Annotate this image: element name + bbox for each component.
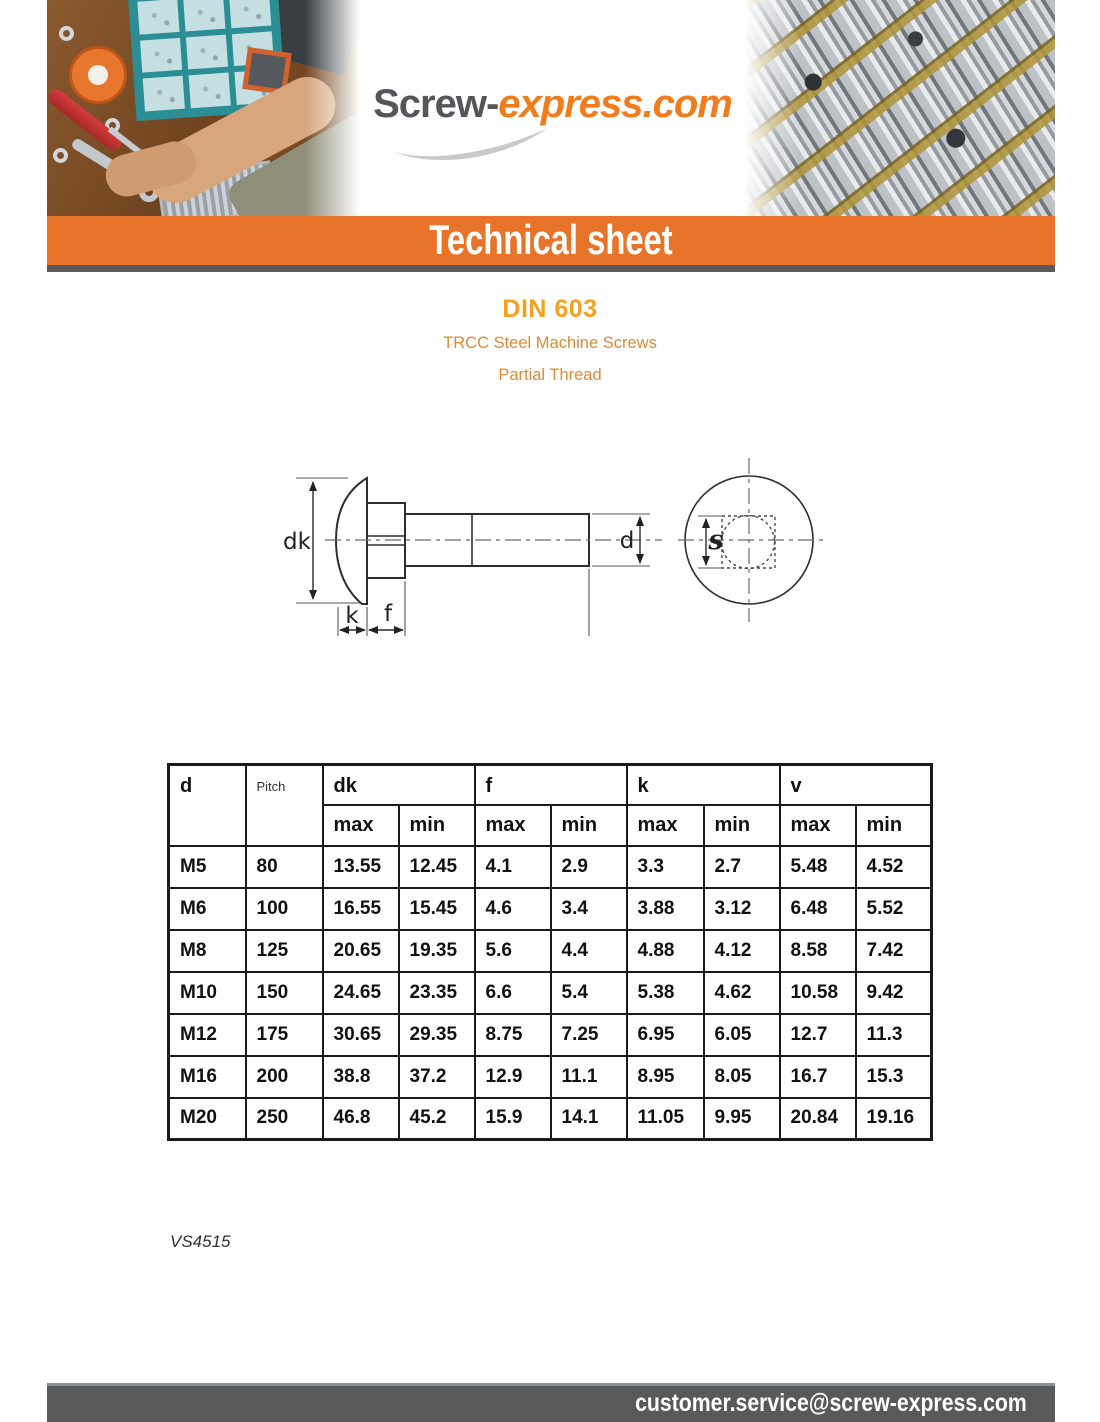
cell-value: 4.4 — [551, 930, 627, 972]
bolt-end-view — [678, 458, 826, 622]
subheader-min: min — [704, 805, 780, 846]
d-label: d — [619, 528, 635, 554]
cell-value: 15.45 — [399, 888, 475, 930]
cell-value: 29.35 — [399, 1014, 475, 1056]
cell-pitch: 250 — [246, 1098, 323, 1140]
cell-value: 13.55 — [323, 846, 399, 888]
cell-value: 38.8 — [323, 1056, 399, 1098]
cell-value: 16.55 — [323, 888, 399, 930]
subheader-max: max — [627, 805, 704, 846]
cell-value: 5.38 — [627, 972, 704, 1014]
cell-value: 20.65 — [323, 930, 399, 972]
cell-value: 3.88 — [627, 888, 704, 930]
technical-sheet-banner — [47, 216, 1055, 265]
reference-code: VS4515 — [170, 1232, 231, 1251]
cell-value: 19.35 — [399, 930, 475, 972]
footer-email: customer.service@screw-express.com — [635, 1389, 1027, 1417]
cell-value: 7.25 — [551, 1014, 627, 1056]
cell-value: 9.95 — [704, 1098, 780, 1140]
table-row — [169, 1056, 932, 1098]
cell-d: M5 — [169, 846, 246, 888]
s-label: s — [708, 525, 724, 556]
cell-value: 11.05 — [627, 1098, 704, 1140]
cell-value: 4.88 — [627, 930, 704, 972]
subheader-min: min — [856, 805, 932, 846]
cell-value: 30.65 — [323, 1014, 399, 1056]
thread-type: Partial Thread — [498, 366, 602, 384]
cell-value: 20.84 — [780, 1098, 856, 1140]
dk-label: dk — [283, 529, 311, 555]
cell-value: 6.6 — [475, 972, 551, 1014]
table-row — [169, 1098, 932, 1140]
cell-pitch: 200 — [246, 1056, 323, 1098]
cell-value: 45.2 — [399, 1098, 475, 1140]
cell-value: 11.1 — [551, 1056, 627, 1098]
product-subtitle: TRCC Steel Machine Screws — [443, 334, 657, 352]
cell-d: M10 — [169, 972, 246, 1014]
cell-value: 2.7 — [704, 846, 780, 888]
cell-value: 37.2 — [399, 1056, 475, 1098]
cell-value: 4.52 — [856, 846, 932, 888]
photo-detail-washer — [59, 26, 74, 41]
subheader-max: max — [780, 805, 856, 846]
logo-swoosh — [390, 120, 555, 166]
subheader-min: min — [551, 805, 627, 846]
cell-value: 5.48 — [780, 846, 856, 888]
screws-photo — [745, 0, 1055, 216]
cell-value: 12.9 — [475, 1056, 551, 1098]
cell-value: 15.9 — [475, 1098, 551, 1140]
photo-detail-washer — [53, 148, 68, 163]
cell-value: 3.3 — [627, 846, 704, 888]
col-group-f: f — [475, 765, 627, 805]
table-row — [169, 930, 932, 972]
table-row — [169, 846, 932, 888]
bolt-side-view — [325, 478, 662, 604]
photo-fade — [305, 0, 360, 216]
cell-value: 16.7 — [780, 1056, 856, 1098]
cell-pitch: 80 — [246, 846, 323, 888]
cell-value: 5.4 — [551, 972, 627, 1014]
k-label: k — [345, 603, 359, 629]
banner-title: Technical sheet — [429, 216, 673, 263]
cell-value: 2.9 — [551, 846, 627, 888]
cell-value: 23.35 — [399, 972, 475, 1014]
subheader-max: max — [475, 805, 551, 846]
divider-rule — [47, 265, 1055, 272]
swoosh-shape — [394, 128, 548, 160]
subheader-max: max — [323, 805, 399, 846]
col-group-v: v — [780, 765, 932, 805]
cell-value: 8.58 — [780, 930, 856, 972]
cell-value: 10.58 — [780, 972, 856, 1014]
cell-value: 4.62 — [704, 972, 780, 1014]
cell-value: 8.75 — [475, 1014, 551, 1056]
cell-value: 7.42 — [856, 930, 932, 972]
cell-value: 6.95 — [627, 1014, 704, 1056]
photo-fade — [745, 0, 800, 216]
f-label: f — [383, 601, 393, 627]
col-header-d: d — [169, 765, 246, 846]
cell-value: 8.05 — [704, 1056, 780, 1098]
cell-value: 6.48 — [780, 888, 856, 930]
cell-d: M12 — [169, 1014, 246, 1056]
cell-value: 19.16 — [856, 1098, 932, 1140]
cell-pitch: 100 — [246, 888, 323, 930]
cell-value: 15.3 — [856, 1056, 932, 1098]
cell-value: 14.1 — [551, 1098, 627, 1140]
cell-value: 4.12 — [704, 930, 780, 972]
shank-circle-dashed — [722, 516, 775, 569]
cell-value: 6.05 — [704, 1014, 780, 1056]
col-group-k: k — [627, 765, 780, 805]
cell-d: M16 — [169, 1056, 246, 1098]
footer-bar — [47, 1383, 1055, 1422]
head-profile — [336, 478, 367, 604]
cell-pitch: 150 — [246, 972, 323, 1014]
standard-title: DIN 603 — [502, 295, 598, 323]
cell-pitch: 175 — [246, 1014, 323, 1056]
cell-value: 3.4 — [551, 888, 627, 930]
cell-d: M8 — [169, 930, 246, 972]
cell-d: M20 — [169, 1098, 246, 1140]
technical-drawing — [250, 438, 850, 648]
s-dimension — [698, 516, 724, 568]
cell-value: 12.7 — [780, 1014, 856, 1056]
table-row — [169, 888, 932, 930]
col-header-pitch: Pitch — [246, 765, 323, 846]
cell-value: 12.45 — [399, 846, 475, 888]
cell-value: 3.12 — [704, 888, 780, 930]
spec-table — [167, 763, 933, 1141]
cell-value: 5.6 — [475, 930, 551, 972]
photo-detail-tape-measure — [69, 46, 127, 104]
logo-text-secondary: express.com — [498, 82, 732, 126]
cell-value: 24.65 — [323, 972, 399, 1014]
workbench-photo — [47, 0, 360, 216]
cell-d: M6 — [169, 888, 246, 930]
subheader-min: min — [399, 805, 475, 846]
col-group-dk: dk — [323, 765, 475, 805]
cell-value: 4.1 — [475, 846, 551, 888]
cell-value: 5.52 — [856, 888, 932, 930]
cell-pitch: 125 — [246, 930, 323, 972]
table-row — [169, 1014, 932, 1056]
table-row — [169, 972, 932, 1014]
logo-text-primary: Screw- — [373, 82, 499, 126]
d-dimension — [589, 514, 650, 636]
cell-value: 9.42 — [856, 972, 932, 1014]
cell-value: 11.3 — [856, 1014, 932, 1056]
cell-value: 4.6 — [475, 888, 551, 930]
cell-value: 8.95 — [627, 1056, 704, 1098]
cell-value: 46.8 — [323, 1098, 399, 1140]
